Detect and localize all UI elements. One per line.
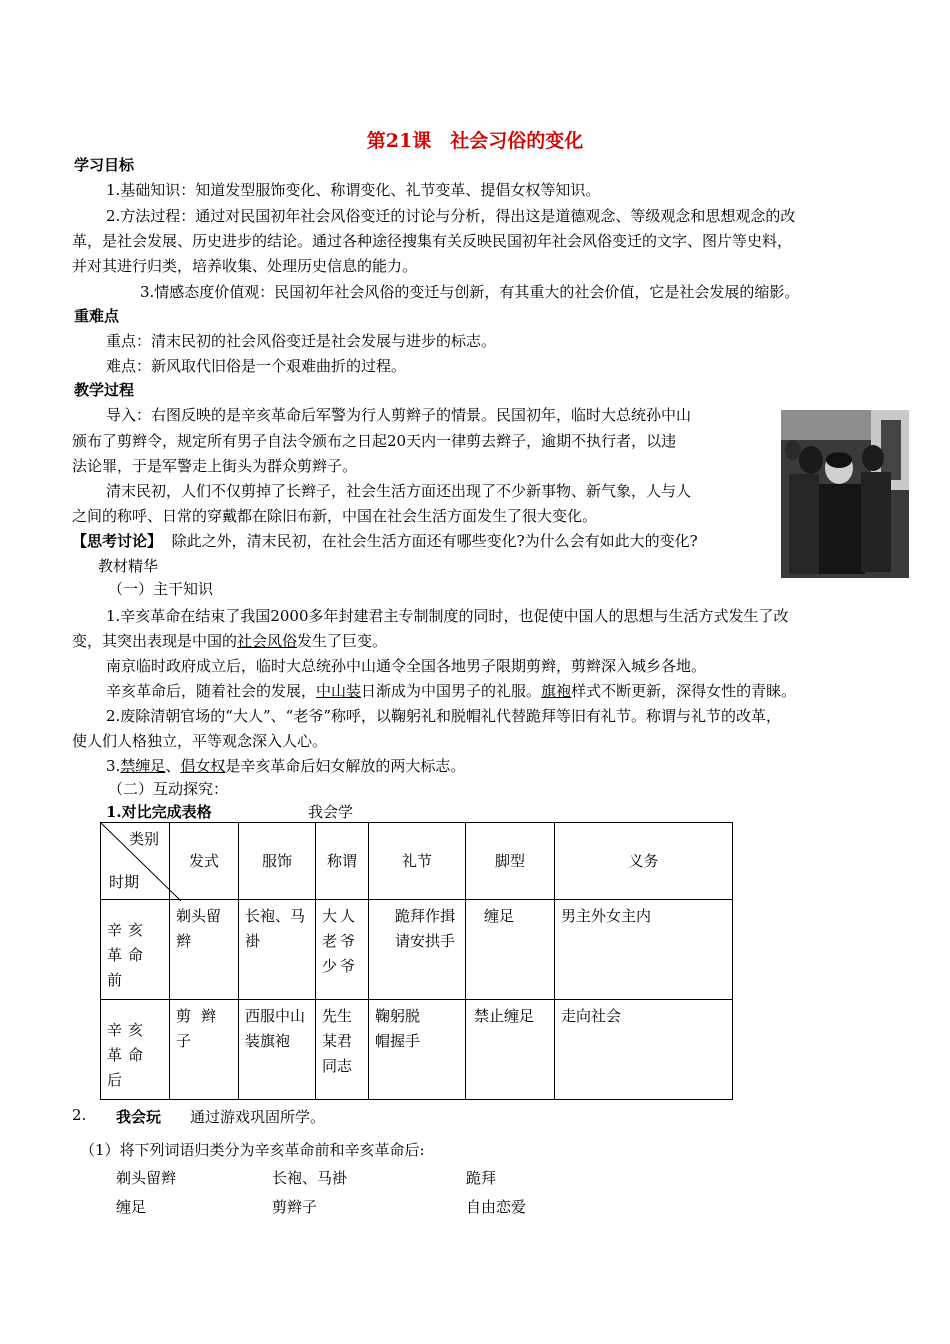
paragraph-line-2: 之间的称呼、日常的穿戴都在除旧布新，中国在社会生活方面发生了很大变化。 xyxy=(72,507,598,525)
word-item: 自由恋爱 xyxy=(466,1198,527,1216)
table-row xyxy=(101,1000,733,1100)
period-cell: 辛亥革命后 xyxy=(101,1000,170,1100)
underlined-term: 中山装 xyxy=(316,682,362,700)
knowledge-2-line-2: 使人们人格独立，平等观念深入人心。 xyxy=(72,732,328,750)
knowledge-1-line-2 xyxy=(72,630,387,651)
knowledge-2-line-1: 2.废除清朝官场的“大人”、“老爷”称呼，以鞠躬礼和脱帽礼代替跪拜等旧有礼节。称谓与礼节的改革， xyxy=(106,707,781,725)
game-question-1: （1）将下列词语归类分为辛亥革命前和辛亥革命后: xyxy=(80,1141,425,1159)
essence-heading: 教材精华 xyxy=(98,557,159,575)
table-cell: 剪辫子 xyxy=(170,1000,239,1100)
objectives-heading: 学习目标 xyxy=(74,156,135,174)
table-cell: 禁止缠足 xyxy=(466,1000,555,1100)
table-cell: 鞠躬脱帽握手 xyxy=(369,1000,466,1100)
page-title: 第21课 社会习俗的变化 xyxy=(366,130,584,152)
knowledge-text: 、 xyxy=(165,757,181,775)
underlined-term: 倡女权 xyxy=(180,757,226,775)
table-row xyxy=(101,900,733,1000)
word-item: 长袍、马褂 xyxy=(272,1169,348,1187)
knowledge-text: 样式不断更新，深得女性的青睐。 xyxy=(571,682,797,700)
task-1-label: 1.对比完成表格 xyxy=(106,803,212,821)
knowledge-text: 变，其突出表现是中国的 xyxy=(72,632,238,650)
discussion-text: 除此之外，清末民初，在社会生活方面还有哪些变化?为什么会有如此大的变化? xyxy=(171,532,698,550)
knowledge-text: 是辛亥革命后妇女解放的两大标志。 xyxy=(225,757,466,775)
table-cell: 缠足 xyxy=(466,900,555,1000)
intro-line-3: 法论罪，于是军警走上街头为群众剪辫子。 xyxy=(72,457,358,475)
main-knowledge-heading: （一）主干知识 xyxy=(108,580,214,598)
word-item: 跪拜 xyxy=(466,1169,497,1187)
period-cell: 辛亥革命前 xyxy=(101,900,170,1000)
interactive-heading: （二）互动探究： xyxy=(108,780,229,798)
keypoints-heading: 重难点 xyxy=(74,307,120,325)
objective-2-line-2: 革，是社会发展、历史进步的结论。通过各种途径搜集有关反映民国初年社会风俗变迁的文字、图片等史料， xyxy=(72,232,793,250)
knowledge-text: 日渐成为中国男子的礼服。 xyxy=(361,682,542,700)
objective-2-line-3: 并对其进行归类，培养收集、处理历史信息的能力。 xyxy=(72,257,418,275)
table-header-row xyxy=(101,823,733,900)
header-cell: 脚型 xyxy=(466,823,555,900)
word-item: 缠足 xyxy=(116,1198,147,1216)
table-cell: 大人老爷少爷 xyxy=(316,900,369,1000)
game-description: 通过游戏巩固所学。 xyxy=(190,1108,326,1126)
comparison-table xyxy=(100,822,733,1100)
intro-line-2: 颁布了剪辫令，规定所有男子自法令颁布之日起20天内一律剪去辫子，逾期不执行者，以违 xyxy=(72,432,677,450)
knowledge-text: 3. xyxy=(106,757,121,775)
table-cell: 剃头留辫 xyxy=(170,900,239,1000)
knowledge-3 xyxy=(106,755,465,776)
game-label: 我会玩 xyxy=(116,1108,162,1126)
table-cell: 走向社会 xyxy=(555,1000,733,1100)
header-cell: 服饰 xyxy=(239,823,316,900)
underlined-term: 旗袍 xyxy=(541,682,572,700)
table-cell: 男主外女主内 xyxy=(555,900,733,1000)
haircut-photo xyxy=(781,410,909,578)
keypoint-focus: 重点：清末民初的社会风俗变迁是社会发展与进步的标志。 xyxy=(106,332,497,350)
discussion-label: 【思考讨论】 xyxy=(72,532,163,550)
word-item: 剃头留辫 xyxy=(116,1169,177,1187)
header-cell: 发式 xyxy=(170,823,239,900)
table-cell: 西服中山装旗袍 xyxy=(239,1000,316,1100)
task-1-subtitle: 我会学 xyxy=(308,803,354,821)
knowledge-1-line-3: 南京临时政府成立后，临时大总统孙中山通令全国各地男子限期剪辫，剪辫深入城乡各地。 xyxy=(106,657,707,675)
underlined-term: 社会风俗 xyxy=(237,632,298,650)
paragraph-line-1: 清末民初，人们不仅剪掉了长辫子，社会生活方面还出现了不少新事物、新气象，人与人 xyxy=(106,482,692,500)
table-cell: 先生某君同志 xyxy=(316,1000,369,1100)
table-corner-cell xyxy=(101,823,170,900)
objective-3: 3.情感态度价值观：民国初年社会风俗的变迁与创新，有其重大的社会价值，它是社会发展的缩影。 xyxy=(140,283,800,301)
intro-line-1: 导入：右图反映的是辛亥革命后军警为行人剪辫子的情景。民国初年，临时大总统孙中山 xyxy=(106,406,692,424)
knowledge-1-line-1: 1.辛亥革命在结束了我国2000多年封建君主专制制度的同时，也促使中国人的思想与生活方式发生了改 xyxy=(106,607,789,625)
underlined-term: 禁缠足 xyxy=(120,757,166,775)
header-cell: 义务 xyxy=(555,823,733,900)
knowledge-1-line-4 xyxy=(106,680,796,701)
header-cell: 礼节 xyxy=(369,823,466,900)
corner-category-label: 类别 xyxy=(128,830,159,848)
game-number: 2. xyxy=(72,1106,87,1124)
objective-1: 1.基础知识：知道发型服饰变化、称谓变化、礼节变革、提倡女权等知识。 xyxy=(106,181,601,199)
word-item: 剪辫子 xyxy=(272,1198,318,1216)
discussion-line xyxy=(72,530,698,551)
haircut-photo-illustration xyxy=(781,410,909,578)
table-cell: 跪拜作揖请安拱手 xyxy=(369,900,466,1000)
objective-2-line-1: 2.方法过程：通过对民国初年社会风俗变迁的讨论与分析，得出这是道德观念、等级观念和思想观念的改 xyxy=(106,207,796,225)
knowledge-text: 发生了巨变。 xyxy=(297,632,388,650)
knowledge-text: 辛亥革命后，随着社会的发展， xyxy=(106,682,317,700)
table-cell: 长袍、马褂 xyxy=(239,900,316,1000)
keypoint-difficulty: 难点：新风取代旧俗是一个艰难曲折的过程。 xyxy=(106,357,407,375)
process-heading: 教学过程 xyxy=(74,381,135,399)
header-cell: 称谓 xyxy=(316,823,369,900)
corner-period-label: 时期 xyxy=(109,873,140,891)
